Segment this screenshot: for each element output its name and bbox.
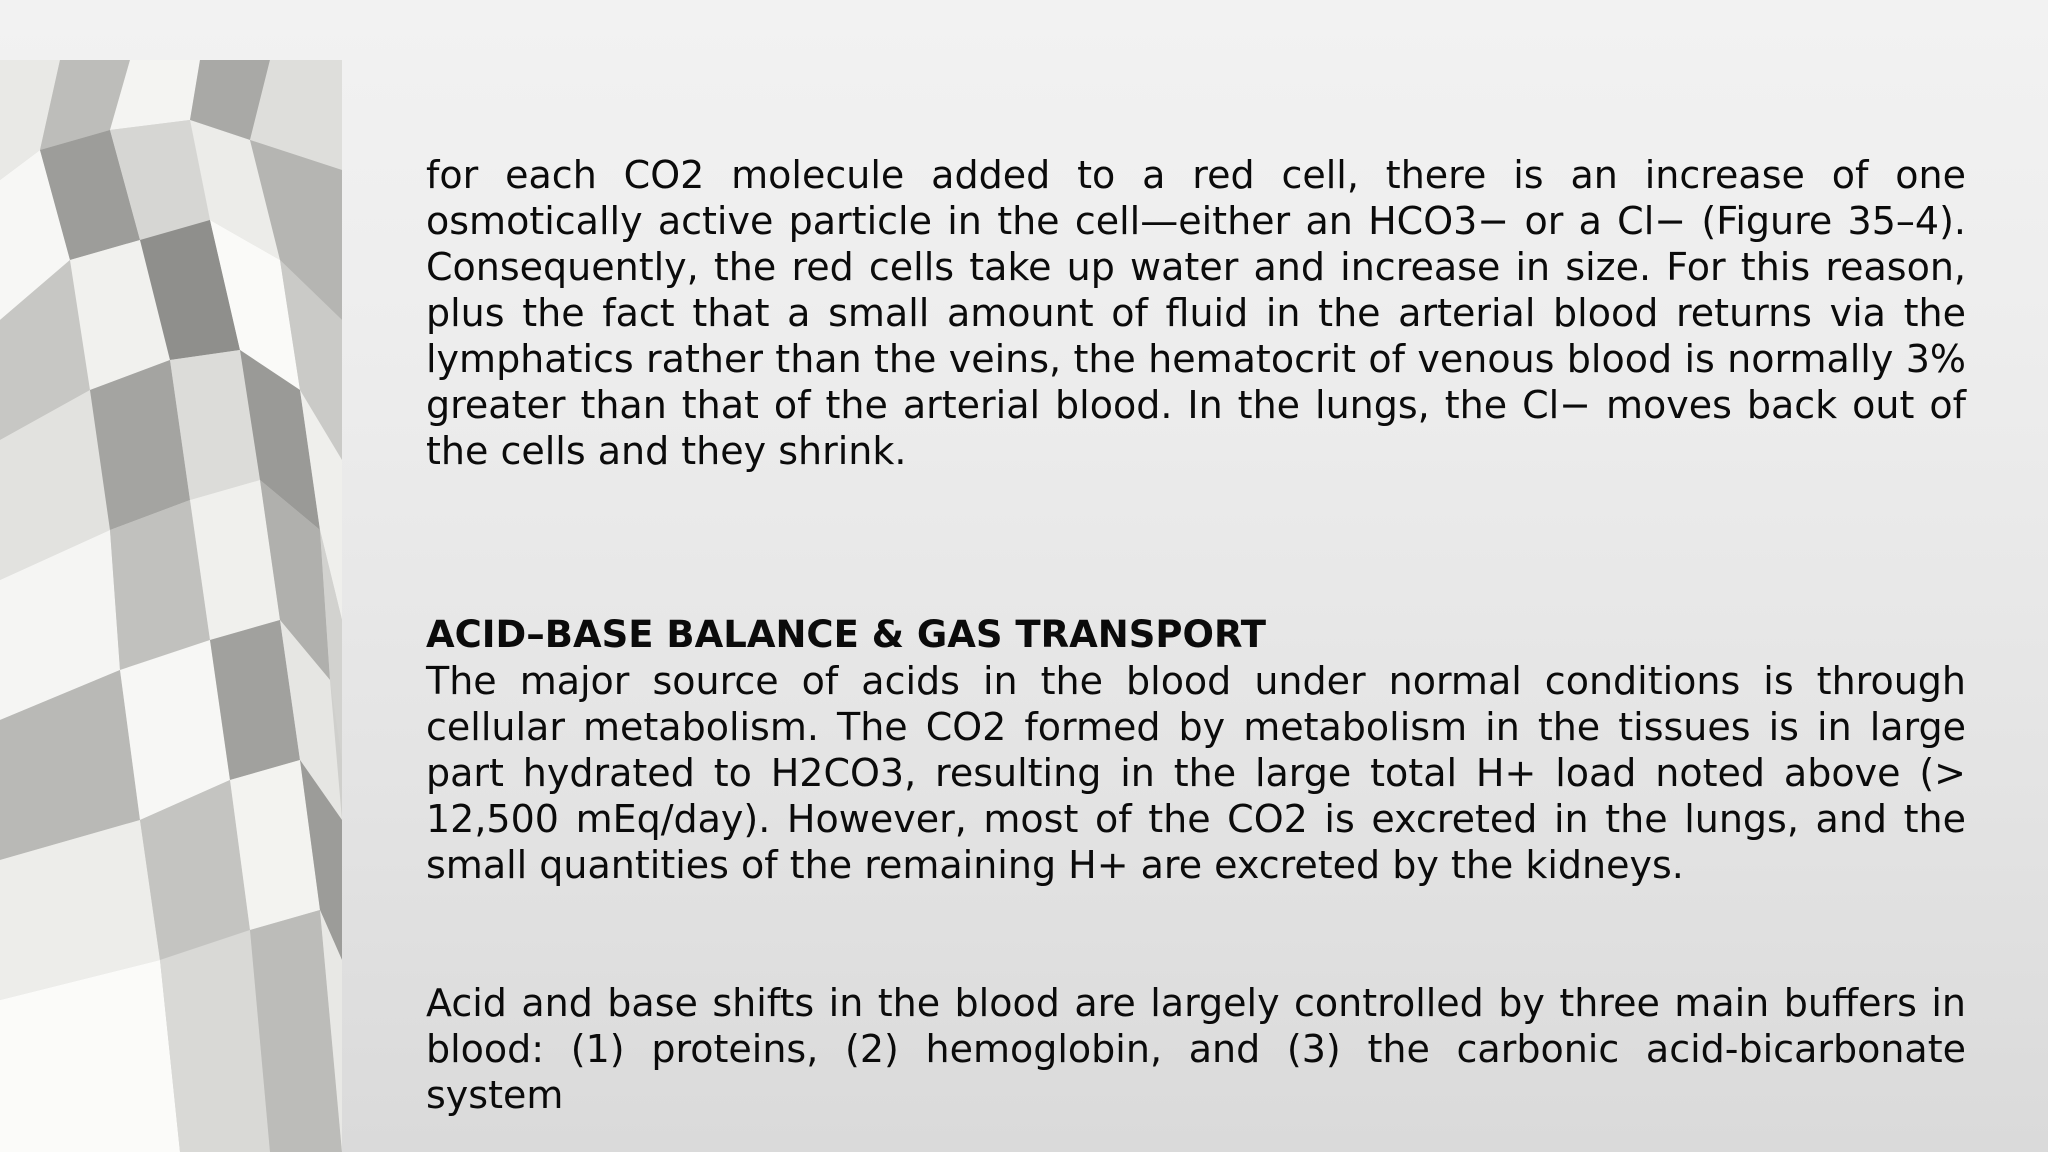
section-heading: ACID–BASE BALANCE & GAS TRANSPORT [426, 613, 1267, 656]
decorative-crystal-panel [0, 60, 342, 1152]
slide-content [426, 152, 1966, 1118]
paragraph-acid-sources: The major source of acids in the blood under normal conditions is through cellular metabolism. The CO2 formed by metabolism in the tissues is in large part hydrated to H2CO3, resulting in the large total H+ load noted above (> 12,500 mEq/day). However, most of the CO2 is excreted in the lungs, and the small quantities of the remaining H+ are excreted by the kidneys. [426, 659, 1966, 887]
paragraph-blood-buffers: Acid and base shifts in the blood are largely controlled by three main buffers in blood: (1) proteins, (2) hemoglobin, and (3) the carbonic acid-bicarbonate system [426, 981, 1966, 1117]
crystal-pattern-image [0, 60, 342, 1152]
paragraph-red-cell-osmosis: for each CO2 molecule added to a red cell, there is an increase of one osmotically active particle in the cell—either an HCO3− or a Cl− (Figure 35–4). Consequently, the red cells take up water and increase in size. For this reason, plus the fact that a small amount of fluid in the arterial blood returns via the lymphatics rather than the veins, the hematocrit of venous blood is normally 3% greater than that of the arterial blood. In the lungs, the Cl− moves back out of the cells and they shrink. [426, 153, 1966, 473]
